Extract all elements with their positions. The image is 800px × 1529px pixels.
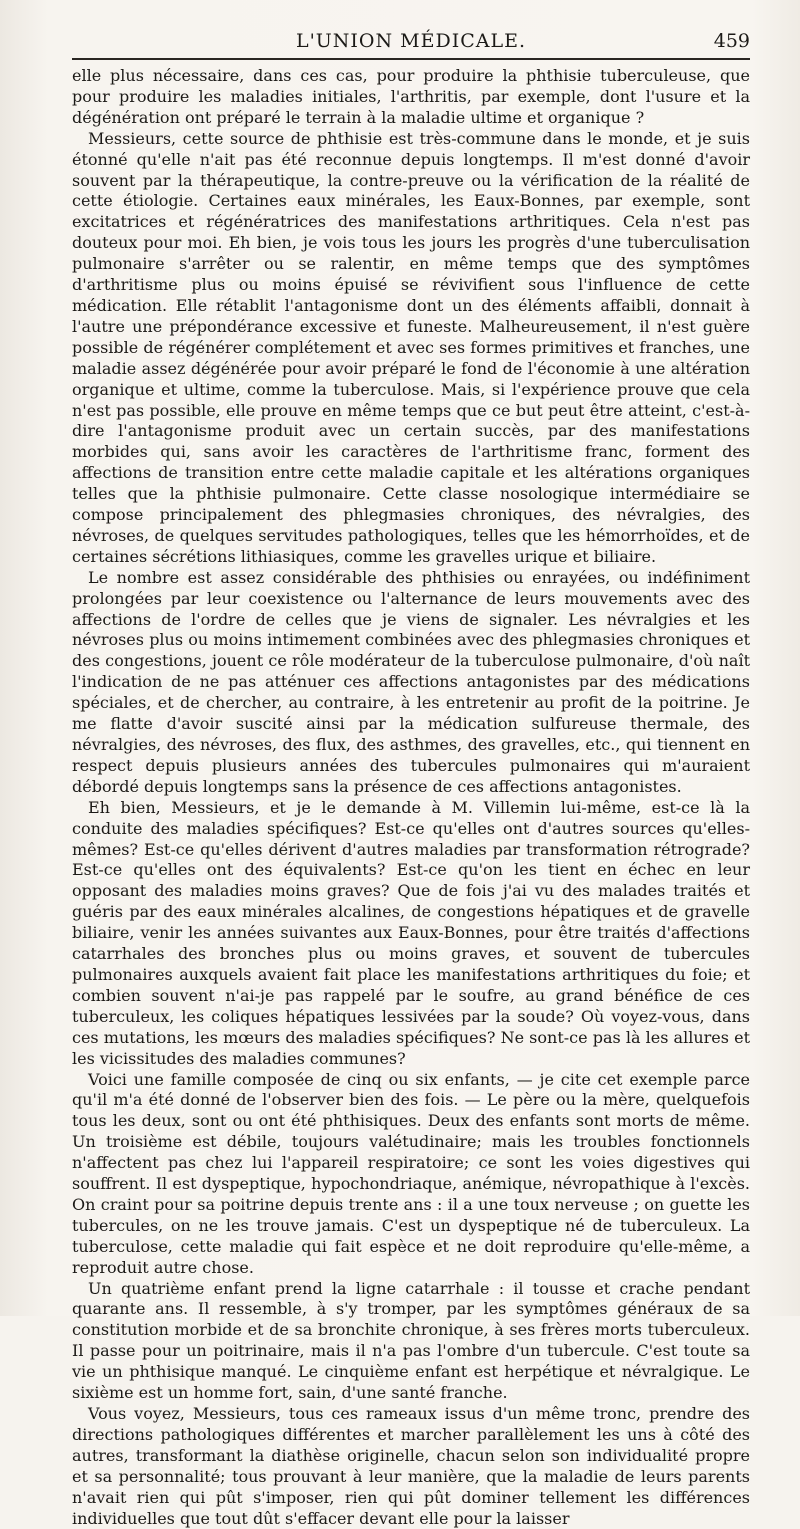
header-rule <box>72 58 750 60</box>
article-body <box>72 66 750 1529</box>
paragraph: Le nombre est assez considérable des phthisies ou enrayées, ou indéfiniment prolongées par leur coexistence ou l'alternance de leurs mouvements avec des affections de l'ordre de celles que je viens de signaler. Les névralgies et les névroses plus ou moins intimement combinées avec des phlegmasies chroniques et des congestions, jouent ce rôle modérateur de la tuberculose pulmonaire, d'où naît l'indication de ne pas atténuer ces affections antagonistes par des médications spéciales, et de chercher, au contraire, à les entretenir au profit de la poitrine. Je me flatte d'avoir suscité ainsi par la médication sulfureuse thermale, des névralgies, des névroses, des flux, des asthmes, des gravelles, etc., qui tiennent en respect depuis plusieurs années des tubercules pulmonaires qui m'auraient débordé depuis longtemps sans la présence de ces affections antagonistes. <box>72 567 750 796</box>
page-number: 459 <box>713 30 750 52</box>
paragraph: Eh bien, Messieurs, et je le demande à M. Villemin lui-même, est-ce là la conduite des maladies spécifiques? Est-ce qu'elles ont d'autres sources qu'elles-mêmes? Est-ce qu'elles dérivent d'autres maladies par transformation rétrograde? Est-ce qu'elles ont des équivalents? Est-ce qu'on les tient en échec en leur opposant des maladies moins graves? Que de fois j'ai vu des malades traités et guéris par des eaux minérales alcalines, de congestions hépatiques et de gravelle biliaire, venir les années suivantes aux Eaux-Bonnes, pour être traités d'affections catarrhales des bronches plus ou moins graves, et souvent de tubercules pulmonaires auxquels avaient fait place les manifestations arthritiques du foie; et combien souvent n'ai-je pas rappelé par le soufre, au grand bénéfice de ces tuberculeux, les coliques hépatiques lessivées par la soude? Où voyez-vous, dans ces mutations, les mœurs des maladies spécifiques? Ne sont-ce pas là les allures et les vicissitudes des maladies communes? <box>72 797 750 1068</box>
paragraph: Messieurs, cette source de phthisie est très-commune dans le monde, et je suis étonné qu'elle n'ait pas été reconnue depuis longtemps. Il m'est donné d'avoir souvent par la thérapeutique, la contre-preuve ou la vérification de la réalité de cette étiologie. Certaines eaux minérales, les Eaux-Bonnes, par exemple, sont excitatrices et régénératrices des manifestations arthritiques. Cela n'est pas douteux pour moi. Eh bien, je vois tous les jours les progrès d'une tuberculisation pulmonaire s'arrêter ou se ralentir, en même temps que des symptômes d'arthritisme plus ou moins épuisé se révivifient sous l'influence de cette médication. Elle rétablit l'antagonisme dont un des éléments affaibli, donnait à l'autre une prépondérance excessive et funeste. Malheureusement, il n'est guère possible de régénérer complétement et avec ses formes primitives et franches, une maladie assez dégénérée pour avoir préparé le fond de l'économie à une altération organique et ultime, comme la tuberculose. Mais, si l'expérience prouve que cela n'est pas possible, elle prouve en même temps que ce but peut être atteint, c'est-à-dire l'antagonisme produit avec un certain succès, par des manifestations morbides qui, sans avoir les caractères de l'arthritisme franc, forment des affections de transition entre cette maladie capitale et les altérations organiques telles que la phthisie pulmonaire. Cette classe nosologique intermédiaire se compose principalement des phlegmasies chroniques, des névralgies, des névroses, de quelques servitudes pathologiques, telles que les hémorrhoïdes, et de certaines sécrétions lithiasiques, comme les gravelles urique et biliaire. <box>72 128 750 566</box>
paragraph-continued: elle plus nécessaire, dans ces cas, pour produire la phthisie tuberculeuse, que pour produire les maladies initiales, l'arthritis, par exemple, dont l'usure et la dégénération ont préparé le terrain à la maladie ultime et organique ? <box>72 66 750 127</box>
paragraph: Un quatrième enfant prend la ligne catarrhale : il tousse et crache pendant quarante ans. Il ressemble, à s'y tromper, par les symptômes généraux de sa constitution morbide et de sa bronchite chronique, à ses frères morts tuberculeux. Il passe pour un poitrinaire, mais il n'a pas l'ombre d'un tubercule. C'est toute sa vie un phthisique manqué. Le cinquième enfant est herpétique et névralgique. Le sixième est un homme fort, sain, d'une santé franche. <box>72 1278 750 1403</box>
paragraph: Vous voyez, Messieurs, tous ces rameaux issus d'un même tronc, prendre des directions pathologiques différentes et marcher parallèlement les uns à côté des autres, transformant la diathèse originelle, chacun selon son individualité propre et sa personnalité; tous prouvant à leur manière, que la maladie de leurs parents n'avait rien qui pût s'imposer, rien qui pût dominer tellement les différences individuelles que tout dût s'effacer devant elle pour la laisser <box>72 1404 750 1528</box>
running-header <box>72 30 750 58</box>
journal-title: L'UNION MÉDICALE. <box>295 30 527 52</box>
paragraph: Voici une famille composée de cinq ou six enfants, — je cite cet exemple parce qu'il m'a été donné de l'observer bien des fois. — Le père ou la mère, quelquefois tous les deux, sont ou ont été phthisiques. Deux des enfants sont morts de même. Un troisième est débile, toujours valétudinaire; mais les troubles fonctionnels n'affectent pas chez lui l'appareil respiratoire; ce sont les voies digestives qui souffrent. Il est dyspeptique, hypochondriaque, anémique, névropathique à l'excès. On craint pour sa poitrine depuis trente ans : il a une toux nerveuse ; on guette les tubercules, on ne les trouve jamais. C'est un dyspeptique né de tuberculeux. La tuberculose, cette maladie qui fait espèce et ne doit reproduire qu'elle-même, a reproduit autre chose. <box>72 1069 750 1277</box>
